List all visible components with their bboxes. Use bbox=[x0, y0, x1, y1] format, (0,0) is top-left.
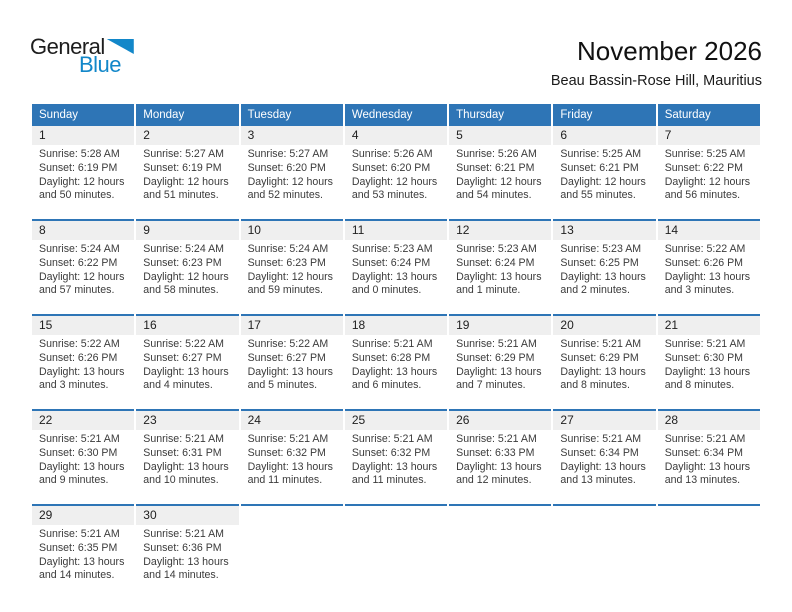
sunrise-text: Sunrise: 5:22 AM bbox=[247, 338, 329, 350]
sunrise-text: Sunrise: 5:26 AM bbox=[456, 148, 537, 160]
daylight-text: Daylight: 12 hours and 58 minutes. bbox=[143, 270, 229, 297]
sunrise-text: Sunrise: 5:21 AM bbox=[247, 433, 329, 445]
day-number: 8 bbox=[32, 221, 134, 240]
daylight-text: Daylight: 13 hours and 0 minutes. bbox=[351, 270, 438, 297]
day-details bbox=[32, 525, 134, 583]
day-number: 17 bbox=[241, 316, 343, 335]
day-number: 12 bbox=[449, 221, 551, 240]
day-number: 9 bbox=[136, 221, 238, 240]
sunrise-text: Sunrise: 5:21 AM bbox=[664, 433, 746, 445]
day-number: 30 bbox=[136, 506, 238, 525]
sunrise-text: Sunrise: 5:21 AM bbox=[456, 433, 537, 445]
logo-text-general: General bbox=[30, 34, 105, 59]
week-row-1 bbox=[32, 126, 760, 219]
daylight-text: Daylight: 13 hours and 6 minutes. bbox=[351, 365, 438, 392]
daylight-text: Daylight: 13 hours and 1 minute. bbox=[456, 270, 542, 297]
day-number: 15 bbox=[32, 316, 134, 335]
sunset-text: Sunset: 6:23 PM bbox=[143, 256, 222, 269]
daylight-text: Daylight: 13 hours and 3 minutes. bbox=[664, 270, 751, 297]
sunset-text: Sunset: 6:35 PM bbox=[39, 541, 118, 554]
sunrise-text: Sunrise: 5:27 AM bbox=[143, 148, 224, 160]
sunset-text: Sunset: 6:19 PM bbox=[39, 161, 118, 174]
sunset-text: Sunset: 6:24 PM bbox=[456, 256, 535, 269]
daylight-text: Daylight: 13 hours and 10 minutes. bbox=[143, 460, 229, 487]
sunrise-text: Sunrise: 5:21 AM bbox=[560, 338, 642, 350]
day-cell-25 bbox=[345, 409, 447, 504]
empty-day-cell bbox=[345, 504, 447, 599]
daylight-text: Daylight: 13 hours and 8 minutes. bbox=[560, 365, 646, 392]
day-number: 3 bbox=[241, 126, 343, 145]
sunrise-text: Sunrise: 5:21 AM bbox=[560, 433, 642, 445]
page-subtitle: Beau Bassin-Rose Hill, Mauritius bbox=[550, 73, 762, 89]
daylight-text: Daylight: 12 hours and 56 minutes. bbox=[664, 175, 751, 202]
day-number: 29 bbox=[32, 506, 134, 525]
daylight-text: Daylight: 13 hours and 2 minutes. bbox=[560, 270, 646, 297]
week-row-3 bbox=[32, 314, 760, 409]
daylight-text: Daylight: 13 hours and 14 minutes. bbox=[39, 555, 125, 582]
day-details bbox=[553, 430, 655, 488]
daylight-text: Daylight: 13 hours and 5 minutes. bbox=[247, 365, 333, 392]
day-cell-15 bbox=[32, 314, 134, 409]
day-details bbox=[136, 430, 238, 488]
day-cell-30 bbox=[136, 504, 238, 599]
day-cell-19 bbox=[449, 314, 551, 409]
sunset-text: Sunset: 6:30 PM bbox=[39, 446, 118, 459]
daylight-text: Daylight: 13 hours and 3 minutes. bbox=[39, 365, 125, 392]
day-cell-23 bbox=[136, 409, 238, 504]
daylight-text: Daylight: 13 hours and 13 minutes. bbox=[560, 460, 646, 487]
day-cell-12 bbox=[449, 219, 551, 314]
empty-day-cell bbox=[553, 504, 655, 599]
day-details bbox=[32, 145, 134, 203]
day-details bbox=[136, 145, 238, 203]
day-number: 26 bbox=[449, 411, 551, 430]
sunrise-text: Sunrise: 5:25 AM bbox=[560, 148, 642, 160]
sunrise-text: Sunrise: 5:25 AM bbox=[664, 148, 746, 160]
day-cell-26 bbox=[449, 409, 551, 504]
weekday-header-wednesday: Wednesday bbox=[345, 104, 447, 126]
sunset-text: Sunset: 6:31 PM bbox=[143, 446, 222, 459]
sunrise-text: Sunrise: 5:28 AM bbox=[39, 148, 120, 160]
day-number: 25 bbox=[345, 411, 447, 430]
weekday-header-tuesday: Tuesday bbox=[241, 104, 343, 126]
day-cell-20 bbox=[553, 314, 655, 409]
day-cell-17 bbox=[241, 314, 343, 409]
title-block bbox=[551, 36, 762, 89]
day-details bbox=[449, 145, 551, 203]
day-cell-7 bbox=[658, 126, 760, 219]
daylight-text: Daylight: 12 hours and 51 minutes. bbox=[143, 175, 229, 202]
day-number: 13 bbox=[553, 221, 655, 240]
daylight-text: Daylight: 12 hours and 55 minutes. bbox=[560, 175, 646, 202]
day-details bbox=[136, 525, 238, 583]
day-number: 1 bbox=[32, 126, 134, 145]
sunrise-text: Sunrise: 5:21 AM bbox=[351, 338, 433, 350]
sunset-text: Sunset: 6:21 PM bbox=[456, 161, 535, 174]
sunrise-text: Sunrise: 5:21 AM bbox=[456, 338, 537, 350]
sunset-text: Sunset: 6:27 PM bbox=[247, 351, 326, 364]
sunset-text: Sunset: 6:21 PM bbox=[560, 161, 639, 174]
day-cell-11 bbox=[345, 219, 447, 314]
sunset-text: Sunset: 6:25 PM bbox=[560, 256, 639, 269]
sunset-text: Sunset: 6:27 PM bbox=[143, 351, 222, 364]
day-cell-10 bbox=[241, 219, 343, 314]
day-details bbox=[553, 335, 655, 393]
sunrise-text: Sunrise: 5:21 AM bbox=[39, 433, 120, 445]
day-cell-22 bbox=[32, 409, 134, 504]
day-number: 4 bbox=[345, 126, 447, 145]
daylight-text: Daylight: 12 hours and 53 minutes. bbox=[351, 175, 438, 202]
sunset-text: Sunset: 6:29 PM bbox=[560, 351, 639, 364]
sunset-text: Sunset: 6:28 PM bbox=[351, 351, 431, 364]
daylight-text: Daylight: 13 hours and 12 minutes. bbox=[456, 460, 542, 487]
logo-text-blue: Blue bbox=[79, 52, 122, 77]
sunrise-text: Sunrise: 5:22 AM bbox=[39, 338, 120, 350]
sunrise-text: Sunrise: 5:22 AM bbox=[143, 338, 224, 350]
page-title: November 2026 bbox=[577, 36, 762, 66]
daylight-text: Daylight: 13 hours and 7 minutes. bbox=[456, 365, 542, 392]
sunset-text: Sunset: 6:29 PM bbox=[456, 351, 535, 364]
day-number: 20 bbox=[553, 316, 655, 335]
day-cell-2 bbox=[136, 126, 238, 219]
day-number: 21 bbox=[658, 316, 760, 335]
day-details bbox=[241, 240, 343, 298]
week-row-4 bbox=[32, 409, 760, 504]
day-cell-28 bbox=[658, 409, 760, 504]
day-number: 6 bbox=[553, 126, 655, 145]
sunset-text: Sunset: 6:24 PM bbox=[351, 256, 431, 269]
sunrise-text: Sunrise: 5:22 AM bbox=[664, 243, 746, 255]
sunset-text: Sunset: 6:19 PM bbox=[143, 161, 222, 174]
sunrise-text: Sunrise: 5:21 AM bbox=[39, 528, 120, 540]
day-details bbox=[241, 145, 343, 203]
day-number: 14 bbox=[658, 221, 760, 240]
day-cell-16 bbox=[136, 314, 238, 409]
sunset-text: Sunset: 6:34 PM bbox=[560, 446, 639, 459]
day-number: 11 bbox=[345, 221, 447, 240]
day-number: 10 bbox=[241, 221, 343, 240]
sunrise-text: Sunrise: 5:21 AM bbox=[143, 528, 224, 540]
day-cell-4 bbox=[345, 126, 447, 219]
sunrise-text: Sunrise: 5:24 AM bbox=[143, 243, 224, 255]
week-row-5 bbox=[32, 504, 760, 599]
day-details bbox=[658, 335, 760, 393]
day-details bbox=[345, 335, 447, 393]
day-details bbox=[345, 240, 447, 298]
day-details bbox=[241, 335, 343, 393]
sunset-text: Sunset: 6:26 PM bbox=[664, 256, 744, 269]
daylight-text: Daylight: 13 hours and 13 minutes. bbox=[664, 460, 751, 487]
sunrise-text: Sunrise: 5:23 AM bbox=[456, 243, 537, 255]
empty-day-cell bbox=[658, 504, 760, 599]
day-number: 7 bbox=[658, 126, 760, 145]
weekday-header-row bbox=[32, 104, 760, 126]
day-details bbox=[658, 430, 760, 488]
day-details bbox=[32, 335, 134, 393]
sunrise-text: Sunrise: 5:21 AM bbox=[351, 433, 433, 445]
day-cell-27 bbox=[553, 409, 655, 504]
day-details bbox=[658, 145, 760, 203]
general-blue-logo bbox=[30, 36, 150, 92]
day-cell-13 bbox=[553, 219, 655, 314]
daylight-text: Daylight: 13 hours and 11 minutes. bbox=[351, 460, 438, 487]
day-cell-9 bbox=[136, 219, 238, 314]
day-details bbox=[32, 240, 134, 298]
day-cell-29 bbox=[32, 504, 134, 599]
day-cell-21 bbox=[658, 314, 760, 409]
sunrise-text: Sunrise: 5:23 AM bbox=[560, 243, 642, 255]
day-details bbox=[449, 430, 551, 488]
sunset-text: Sunset: 6:32 PM bbox=[247, 446, 326, 459]
day-number: 19 bbox=[449, 316, 551, 335]
day-details bbox=[553, 145, 655, 203]
day-cell-3 bbox=[241, 126, 343, 219]
day-cell-8 bbox=[32, 219, 134, 314]
day-number: 23 bbox=[136, 411, 238, 430]
day-cell-1 bbox=[32, 126, 134, 219]
daylight-text: Daylight: 12 hours and 50 minutes. bbox=[39, 175, 125, 202]
day-number: 18 bbox=[345, 316, 447, 335]
sunset-text: Sunset: 6:36 PM bbox=[143, 541, 222, 554]
weekday-header-saturday: Saturday bbox=[658, 104, 760, 126]
day-details bbox=[449, 240, 551, 298]
daylight-text: Daylight: 13 hours and 8 minutes. bbox=[664, 365, 751, 392]
day-number: 5 bbox=[449, 126, 551, 145]
day-details bbox=[658, 240, 760, 298]
daylight-text: Daylight: 12 hours and 57 minutes. bbox=[39, 270, 125, 297]
weekday-header-friday: Friday bbox=[553, 104, 655, 126]
day-details bbox=[553, 240, 655, 298]
sunset-text: Sunset: 6:20 PM bbox=[247, 161, 326, 174]
day-cell-18 bbox=[345, 314, 447, 409]
day-number: 28 bbox=[658, 411, 760, 430]
sunrise-text: Sunrise: 5:24 AM bbox=[247, 243, 329, 255]
sunrise-text: Sunrise: 5:26 AM bbox=[351, 148, 433, 160]
day-number: 27 bbox=[553, 411, 655, 430]
sunset-text: Sunset: 6:30 PM bbox=[664, 351, 744, 364]
daylight-text: Daylight: 13 hours and 11 minutes. bbox=[247, 460, 333, 487]
day-number: 22 bbox=[32, 411, 134, 430]
calendar-table bbox=[30, 104, 762, 599]
sunrise-text: Sunrise: 5:21 AM bbox=[664, 338, 746, 350]
day-details bbox=[345, 145, 447, 203]
day-number: 24 bbox=[241, 411, 343, 430]
sunset-text: Sunset: 6:32 PM bbox=[351, 446, 431, 459]
sunset-text: Sunset: 6:33 PM bbox=[456, 446, 535, 459]
empty-day-cell bbox=[449, 504, 551, 599]
sunset-text: Sunset: 6:20 PM bbox=[351, 161, 431, 174]
weekday-header-thursday: Thursday bbox=[449, 104, 551, 126]
sunset-text: Sunset: 6:23 PM bbox=[247, 256, 326, 269]
sunrise-text: Sunrise: 5:27 AM bbox=[247, 148, 329, 160]
day-details bbox=[449, 335, 551, 393]
day-cell-24 bbox=[241, 409, 343, 504]
daylight-text: Daylight: 13 hours and 14 minutes. bbox=[143, 555, 229, 582]
daylight-text: Daylight: 13 hours and 9 minutes. bbox=[39, 460, 125, 487]
day-cell-6 bbox=[553, 126, 655, 219]
sunset-text: Sunset: 6:22 PM bbox=[39, 256, 118, 269]
day-number: 16 bbox=[136, 316, 238, 335]
page-header bbox=[30, 36, 762, 92]
day-details bbox=[32, 430, 134, 488]
weekday-header-sunday: Sunday bbox=[32, 104, 134, 126]
daylight-text: Daylight: 12 hours and 54 minutes. bbox=[456, 175, 542, 202]
sunrise-text: Sunrise: 5:21 AM bbox=[143, 433, 224, 445]
day-details bbox=[136, 240, 238, 298]
weekday-header-monday: Monday bbox=[136, 104, 238, 126]
day-details bbox=[136, 335, 238, 393]
day-cell-14 bbox=[658, 219, 760, 314]
sunrise-text: Sunrise: 5:23 AM bbox=[351, 243, 433, 255]
week-row-2 bbox=[32, 219, 760, 314]
day-details bbox=[241, 430, 343, 488]
sunset-text: Sunset: 6:34 PM bbox=[664, 446, 744, 459]
empty-day-cell bbox=[241, 504, 343, 599]
day-details bbox=[345, 430, 447, 488]
daylight-text: Daylight: 13 hours and 4 minutes. bbox=[143, 365, 229, 392]
sunrise-text: Sunrise: 5:24 AM bbox=[39, 243, 120, 255]
day-number: 2 bbox=[136, 126, 238, 145]
day-cell-5 bbox=[449, 126, 551, 219]
sunset-text: Sunset: 6:22 PM bbox=[664, 161, 744, 174]
daylight-text: Daylight: 12 hours and 52 minutes. bbox=[247, 175, 333, 202]
sunset-text: Sunset: 6:26 PM bbox=[39, 351, 118, 364]
daylight-text: Daylight: 12 hours and 59 minutes. bbox=[247, 270, 333, 297]
